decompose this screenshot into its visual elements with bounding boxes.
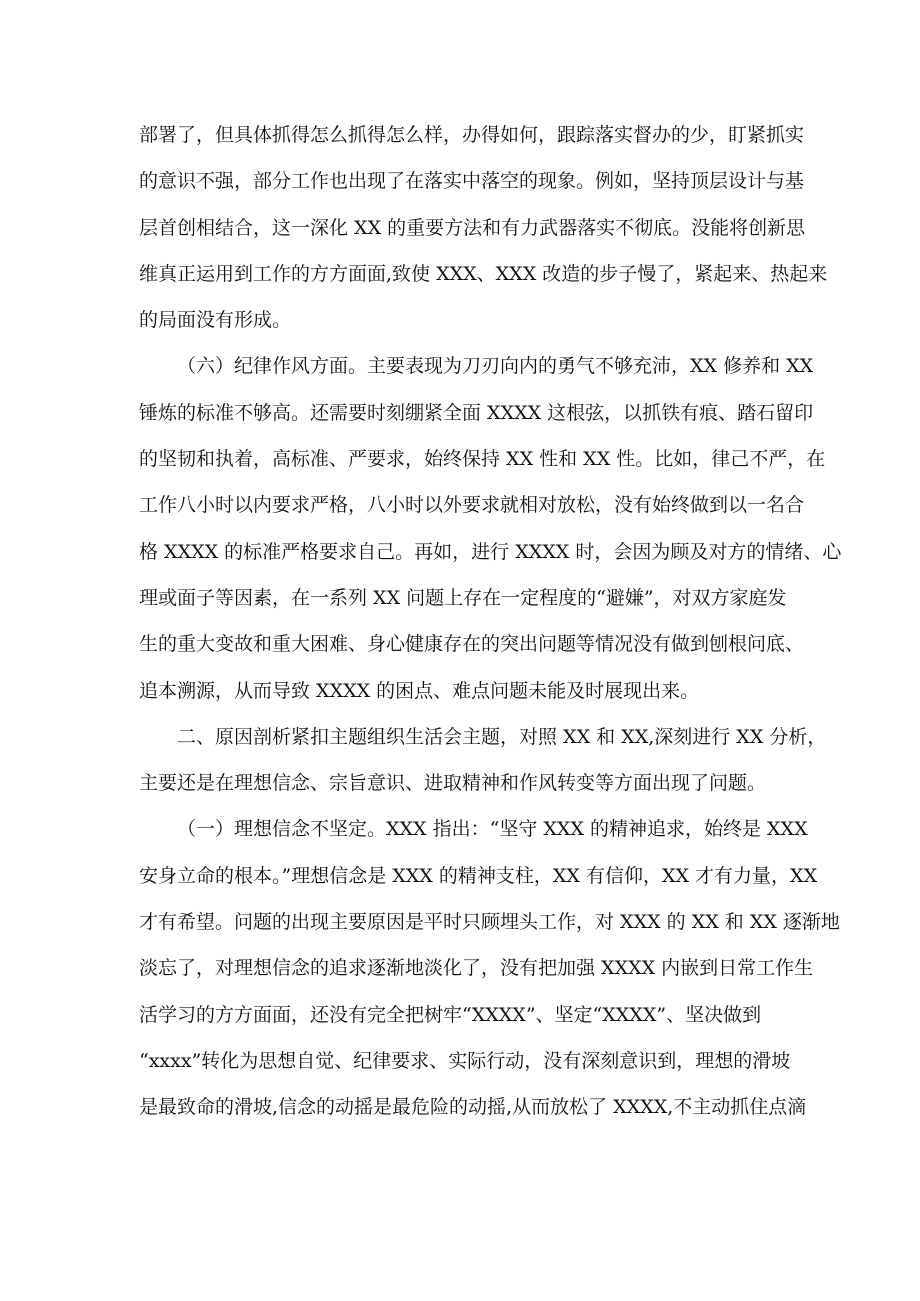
text-line: 安身立命的根本。”理想信念是 XXX 的精神支柱，XX 有信仰，XX 才有力量，XX	[139, 864, 818, 887]
text-line: 工作八小时以内要求严格，八小时以外要求就相对放松，没有始终做到以一名合	[139, 494, 805, 517]
text-line: 部署了，但具体抓得怎么抓得怎么样，办得如何，跟踪落实督办的少，盯紧抓实	[139, 124, 805, 146]
text-line: 的局面没有形成。	[139, 309, 292, 332]
text-line: “xxxx”转化为思想自觉、纪律要求、实际行动，没有深刻意识到，理想的滑坡	[139, 1049, 791, 1072]
text-line: 淡忘了，对理想信念的追求逐渐地淡化了，没有把加强 XXXX 内嵌到日常工作生	[139, 957, 814, 980]
text-line: 主要还是在理想信念、宗旨意识、进取精神和作风转变等方面出现了问题。	[139, 772, 767, 795]
text-line: 格 XXXX 的标准严格要求自己。再如，进行 XXXX 时，会因为顾及对方的情绪、心	[139, 540, 842, 563]
text-line: 才有希望。问题的出现主要原因是平时只顾埋头工作，对 XXX 的 XX 和 XX 逐渐地	[139, 911, 840, 934]
text-line: 追本溯源，从而导致 XXXX 的困点、难点问题未能及时展现出来。	[139, 679, 700, 702]
section-heading-line: （六）纪律作风方面。主要表现为刀刃向内的勇气不够充沛，XX 修养和 XX	[177, 355, 814, 378]
text-line: 层首创相结合，这一深化 XX 的重要方法和有力武器落实不彻底。没能将创新思	[139, 216, 806, 239]
text-line: 是最致命的滑坡,信念的动摇是最危险的动摇,从而放松了 XXXX,不主动抓住点滴	[139, 1096, 807, 1119]
document-body	[139, 112, 842, 1131]
text-line: 的意识不强，部分工作也出现了在落实中落空的现象。例如，坚持顶层设计与基	[139, 170, 805, 193]
text-line: 活学习的方方面面，还没有完全把树牢“XXXX”、坚定“XXXX”、坚决做到	[139, 1003, 762, 1026]
text-line: 锤炼的标准不够高。还需要时刻绷紧全面 XXXX 这根弦，以抓铁有痕、踏石留印	[139, 401, 814, 424]
text-line: 理或面子等因素，在一系列 XX 问题上存在一定程度的“避嫌”，对双方家庭发	[139, 586, 787, 609]
section-heading-line: （一）理想信念不坚定。XXX 指出：“坚守 XXX 的精神追求，始终是 XXX	[177, 818, 808, 841]
section-heading-line: 二、原因剖析紧扣主题组织生活会主题，对照 XX 和 XX,深刻进行 XX 分析，	[177, 725, 827, 748]
text-line: 维真正运用到工作的方方面面,致使 XXX、XXX 改造的步子慢了，紧起来、热起来	[139, 262, 828, 285]
text-line: 生的重大变故和重大困难、身心健康存在的突出问题等情况没有做到刨根问底、	[139, 633, 805, 656]
text-line: 的坚韧和执着，高标准、严要求，始终保持 XX 性和 XX 性。比如，律己不严，在	[139, 448, 826, 471]
